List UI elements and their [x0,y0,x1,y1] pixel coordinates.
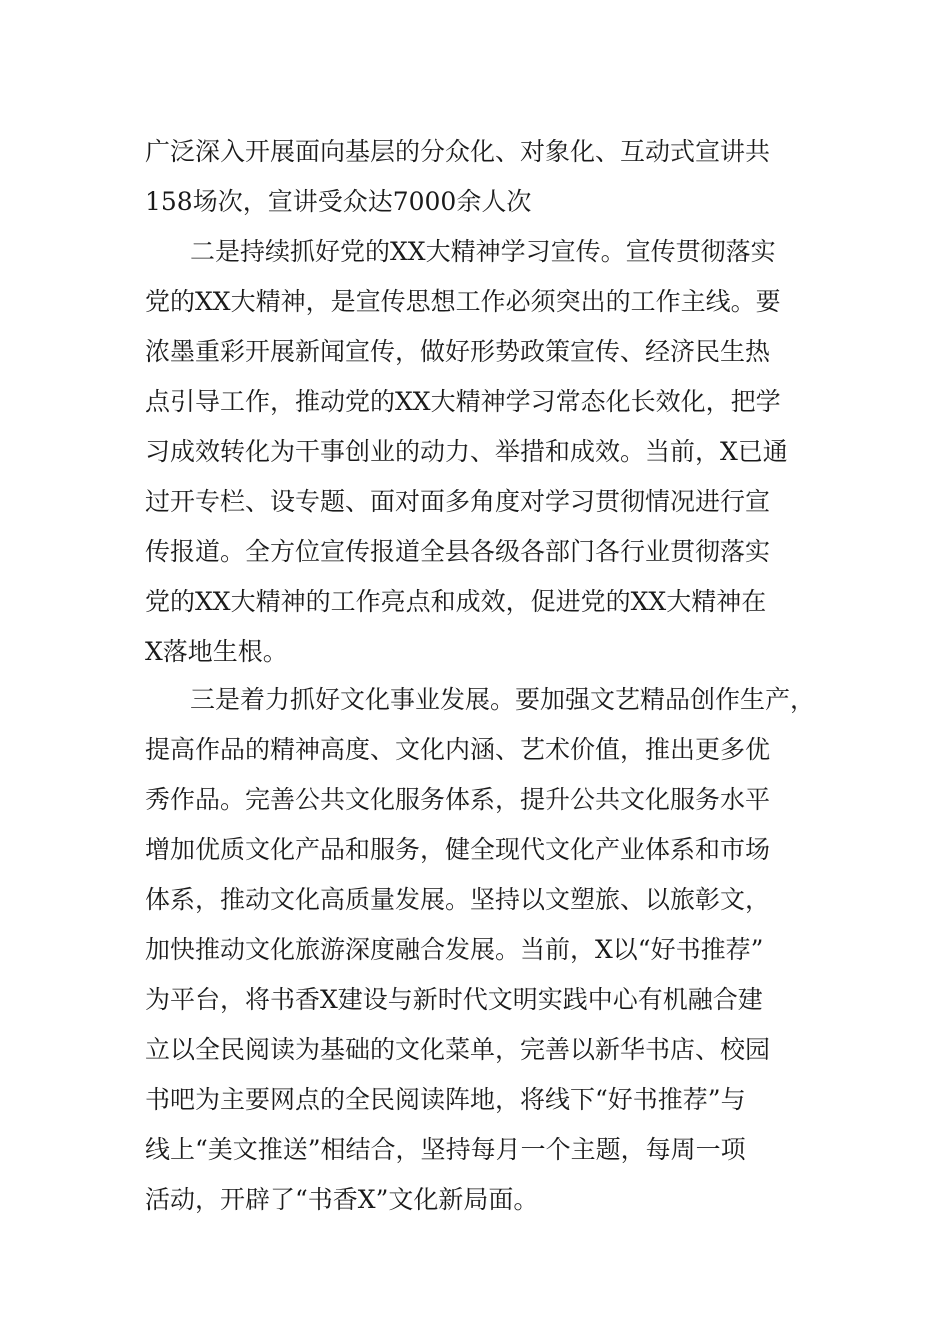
paragraph-3-line-8: 立以全民阅读为基础的文化菜单，完善以新华书店、校园 [145,1035,771,1064]
paragraph-2-line-3: 浓墨重彩开展新闻宣传，做好形势政策宣传、经济民生热 [145,337,771,366]
paragraph-3-line-7: 为平台，将书香X建设与新时代文明实践中心有机融合建 [145,985,763,1014]
paragraph-2-line-9: X落地生根。 [145,637,288,666]
paragraph-3-line-6: 加快推动文化旅游深度融合发展。当前，X以“好书推荐” [145,935,764,964]
paragraph-2-line-8: 党的XX大精神的工作亮点和成效，促进党的XX大精神在 [145,587,767,616]
paragraph-2-line-4: 点引导工作，推动党的XX大精神学习常态化长效化，把学 [145,387,781,416]
paragraph-3-line-1: 三是着力抓好文化事业发展。要加强文艺精品创作生产， [190,685,816,714]
paragraph-3-line-5: 体系，推动文化高质量发展。坚持以文塑旅、以旅彰文， [145,885,771,914]
paragraph-3-line-11: 活动，开辟了“书香X”文化新局面。 [145,1185,539,1214]
paragraph-1-line-1: 广泛深入开展面向基层的分众化、对象化、互动式宣讲共 [145,137,771,166]
paragraph-3-line-10: 线上“美文推送”相结合，坚持每月一个主题，每周一项 [145,1135,746,1164]
paragraph-2-line-5: 习成效转化为干事创业的动力、举措和成效。当前，X已通 [145,437,788,466]
paragraph-2-line-2: 党的XX大精神，是宣传思想工作必须突出的工作主线。要 [145,287,781,316]
paragraph-2-line-1: 二是持续抓好党的XX大精神学习宣传。宣传贯彻落实 [190,237,776,266]
paragraph-3-line-3: 秀作品。完善公共文化服务体系，提升公共文化服务水平 [145,785,771,814]
paragraph-3-line-2: 提高作品的精神高度、文化内涵、艺术价值，推出更多优 [145,735,771,764]
paragraph-1-line-2: 158场次，宣讲受众达7000余人次 [145,187,532,216]
paragraph-2-line-7: 传报道。全方位宣传报道全县各级各部门各行业贯彻落实 [145,537,771,566]
paragraph-3-line-9: 书吧为主要网点的全民阅读阵地，将线下“好书推荐”与 [145,1085,746,1114]
paragraph-2-line-6: 过开专栏、设专题、面对面多角度对学习贯彻情况进行宣 [145,487,771,516]
paragraph-3-line-4: 增加优质文化产品和服务，健全现代文化产业体系和市场 [145,835,771,864]
